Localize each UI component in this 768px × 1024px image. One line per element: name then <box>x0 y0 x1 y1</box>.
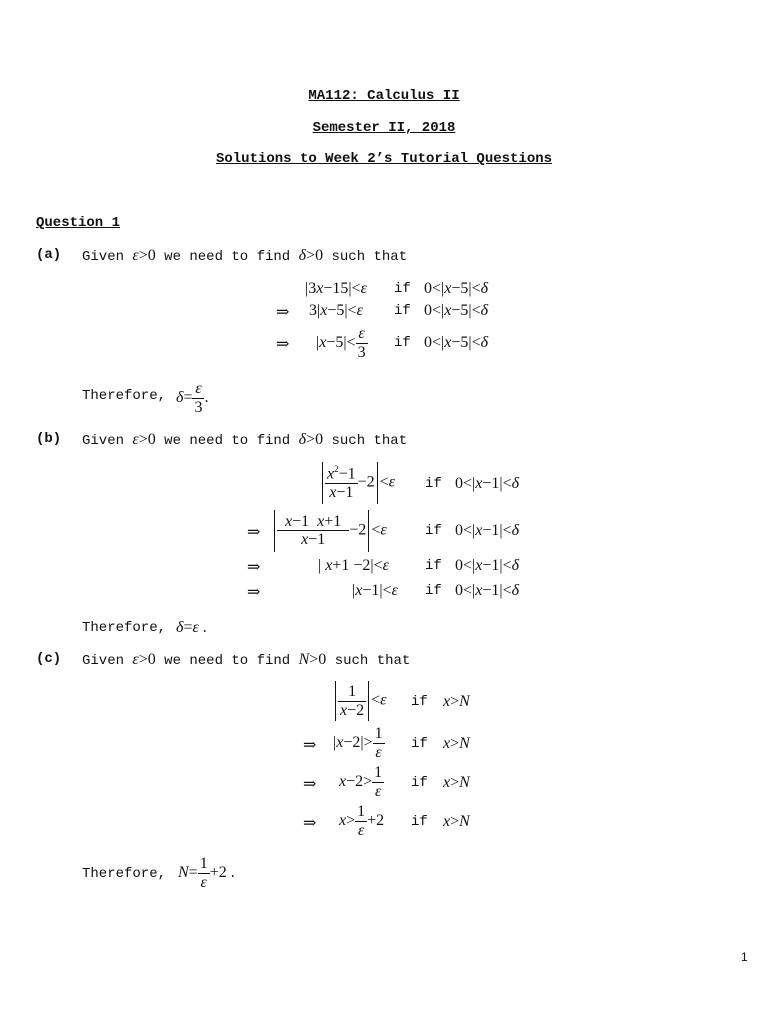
part-a-step3-lhs: |x−5|< $\frac{\varepsilon}{3}$ <box>316 325 366 361</box>
part-c-given-line <box>82 651 410 669</box>
part-c-step3-lhs: x−2> $\frac{1}{\varepsilon}$ <box>339 764 383 800</box>
part-c-step2-if: if <box>411 736 428 752</box>
part-b-step4-implies: ⇒ <box>247 584 261 601</box>
part-a-therefore: Therefore, <box>82 388 167 404</box>
part-a-result: δ= $\frac{\varepsilon}{3}$ . <box>176 380 209 416</box>
part-c-result: N= $\frac{1}{\varepsilon}$ +2 . <box>178 855 235 891</box>
part-c-step2-lhs: |x−2|> $\frac{1}{\varepsilon}$ <box>333 725 383 761</box>
part-a-step2-rhs: 0<|x−5|<δ <box>424 302 489 319</box>
part-b-step3-if: if <box>425 558 442 574</box>
part-b-step3-implies: ⇒ <box>247 559 261 576</box>
part-b-step4-rhs: 0<|x−1|<δ <box>455 582 520 599</box>
part-c-step4-if: if <box>411 814 428 830</box>
part-b-eps-condition: ε>0 <box>132 431 156 448</box>
part-c-step2-implies: ⇒ <box>303 737 317 754</box>
part-c-such-that: such that <box>334 653 411 669</box>
part-b-step2-implies: ⇒ <box>247 524 261 541</box>
part-c-step3-implies: ⇒ <box>303 776 317 793</box>
course-title: MA112: Calculus II <box>308 88 460 104</box>
part-b-step1-if: if <box>425 476 442 492</box>
part-b-step3-lhs: | x+1 −2|<ε <box>318 557 389 574</box>
part-b-step4-if: if <box>425 583 442 599</box>
part-c-step2-rhs: x>N <box>443 735 470 752</box>
part-a-such-that: such that <box>331 249 408 265</box>
part-a-step2-implies: ⇒ <box>276 304 290 321</box>
part-b-step2-rhs: 0<|x−1|<δ <box>455 522 520 539</box>
part-c-need: we need to find <box>164 653 291 669</box>
part-b-step3-rhs: 0<|x−1|<δ <box>455 557 520 574</box>
document-title: Solutions to Week 2’s Tutorial Questions <box>215 151 553 167</box>
part-b-such-that: such that <box>331 433 408 449</box>
part-c-step3-rhs: x>N <box>443 774 470 791</box>
part-b-step1-lhs: $\frac{x^2-1}{x-1}$ −2 <ε <box>320 462 395 504</box>
part-c-eps-condition: ε>0 <box>132 651 156 668</box>
part-a-need: we need to find <box>164 249 291 265</box>
part-b-given: Given <box>82 433 125 449</box>
part-a-given: Given <box>82 249 125 265</box>
part-c-step1-lhs: $\frac{1}{x-2}$ <ε <box>333 681 386 721</box>
part-a-eps-condition: ε>0 <box>132 247 156 264</box>
part-c-step4-rhs: x>N <box>443 813 470 830</box>
question-heading: Question 1 <box>36 215 121 231</box>
part-c-label: (c) <box>36 651 62 667</box>
part-b-given-line <box>82 431 407 449</box>
semester-title: Semester II, 2018 <box>312 120 456 136</box>
part-b-step1-rhs: 0<|x−1|<δ <box>455 475 520 492</box>
part-c-given: Given <box>82 653 125 669</box>
part-c-step4-implies: ⇒ <box>303 815 317 832</box>
part-a-step2-if: if <box>394 303 411 319</box>
part-b-step2-lhs: $\frac{x-1 x+1}{x-1}$ −2 <ε <box>272 510 387 552</box>
part-b-label: (b) <box>36 431 62 447</box>
part-a-given-line <box>82 247 407 265</box>
part-a-step3-rhs: 0<|x−5|<δ <box>424 334 489 351</box>
part-c-step1-if: if <box>411 694 428 710</box>
part-b-result: δ=ε . <box>176 619 207 636</box>
part-c-n-condition: N>0 <box>298 651 327 668</box>
part-b-need: we need to find <box>164 433 291 449</box>
part-c-therefore: Therefore, <box>82 866 167 882</box>
part-c-step3-if: if <box>411 775 428 791</box>
part-a-step1-if: if <box>394 281 411 297</box>
part-b-step2-if: if <box>425 523 442 539</box>
part-a-step3-if: if <box>394 335 411 351</box>
page-number: 1 <box>741 950 748 964</box>
part-a-label: (a) <box>36 247 62 263</box>
part-c-step1-rhs: x>N <box>443 693 470 710</box>
part-b-therefore: Therefore, <box>82 620 167 636</box>
part-b-delta-condition: δ>0 <box>298 431 324 448</box>
part-c-step4-lhs: x> $\frac{1}{\varepsilon}$ +2 <box>339 803 385 839</box>
part-a-step2-lhs: 3|x−5|<ε <box>309 302 363 319</box>
part-a-step1-lhs: |3x−15|<ε <box>305 280 367 297</box>
part-a-delta-condition: δ>0 <box>298 247 324 264</box>
part-a-step3-implies: ⇒ <box>276 336 290 353</box>
part-a-step1-rhs: 0<|x−5|<δ <box>424 280 489 297</box>
part-b-step4-lhs: |x−1|<ε <box>352 582 398 599</box>
